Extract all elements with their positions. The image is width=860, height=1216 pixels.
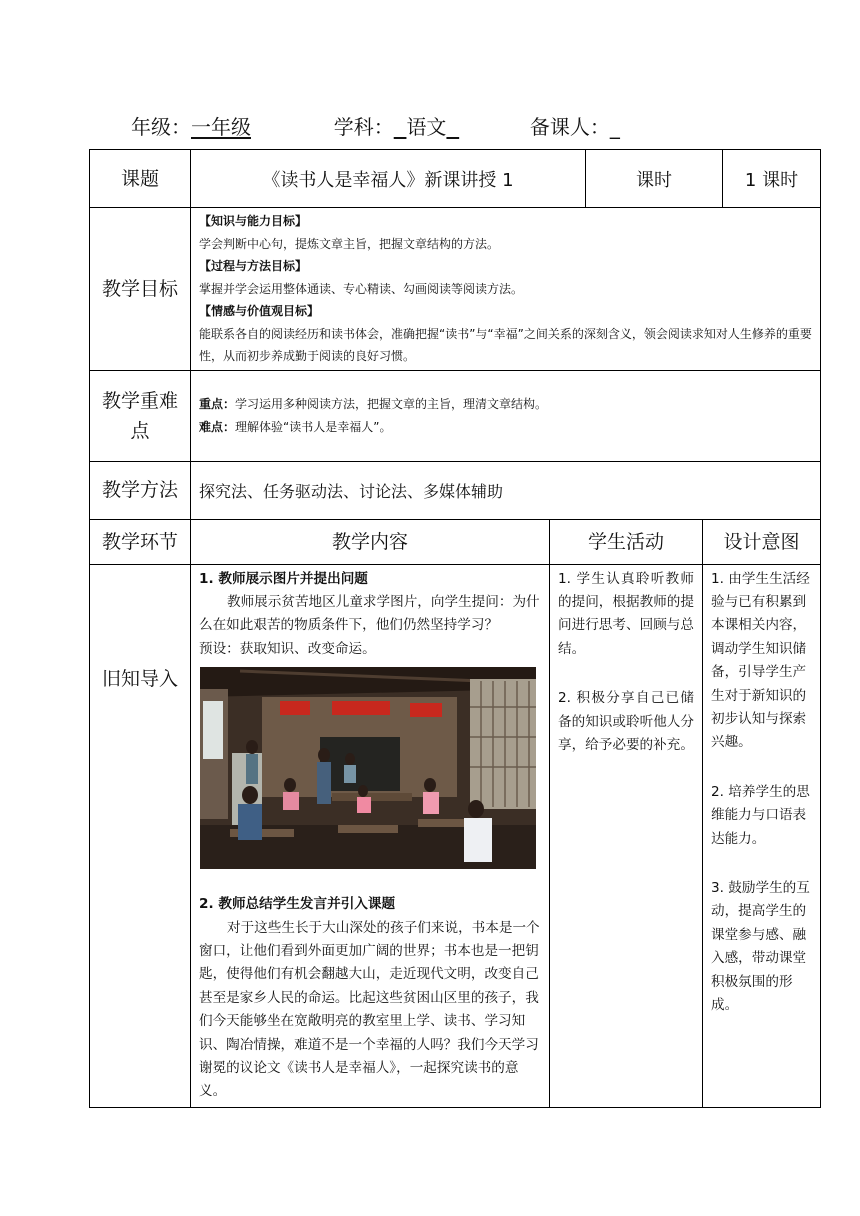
period-value: 1 课时 — [723, 150, 821, 208]
key-points-label: 教学重难点 — [90, 370, 191, 461]
intro-step1-preset: 预设：获取知识、改变命运。 — [199, 640, 376, 657]
goal-heading-knowledge: 【知识与能力目标】 — [199, 214, 308, 228]
intro-activity — [550, 564, 703, 1107]
col-header-intent: 设计意图 — [703, 519, 821, 564]
grade-label: 年级： — [131, 115, 191, 139]
intent-item-2: 2. 培养学生的思维能力与口语表达能力。 — [711, 783, 810, 847]
key-label: 重点： — [199, 397, 236, 411]
grade-value: 一年级 — [191, 115, 251, 139]
photo-sign-center — [332, 701, 390, 715]
photo-sign-left — [280, 701, 310, 715]
intro-step2-summary: 对于这些生长于大山深处的孩子们来说，书本是一个窗口，让他们看到外面更加广阔的世界；书本也是一把钥匙，使得他们有机会翻越大山，走近现代文明，改变自己甚至是家乡人民的命运。比起这些贫困山区里的孩子，我们今天能够坐在宽敞明亮的教室里上学、读书、学习知识、陶冶情操，难道不是一个幸福的人吗？我们今天学习谢冕的议论文《读书人是幸福人》，一起探究读书的意义。 — [199, 919, 540, 1100]
row-intro — [90, 564, 821, 1107]
key-points-content — [191, 370, 821, 461]
difficulty-label: 难点： — [199, 419, 236, 434]
intro-step1-title: 1. 教师展示图片并提出问题 — [199, 570, 368, 587]
row-column-headers — [90, 519, 821, 564]
intro-label: 旧知导入 — [90, 564, 191, 1107]
lesson-header — [131, 113, 620, 141]
activity-item-2: 2. 积极分享自己已储备的知识或聆听他人分享，给予必要的补充。 — [558, 690, 694, 753]
goal-text-knowledge: 学会判断中心句，提炼文章主旨，把握文章结构的方法。 — [199, 236, 500, 251]
goal-heading-process: 【过程与方法目标】 — [199, 259, 308, 273]
intro-step2-title: 2. 教师总结学生发言并引入课题 — [199, 896, 396, 913]
method-label: 教学方法 — [90, 461, 191, 519]
row-key-points — [90, 370, 821, 461]
preparer-label: 备课人： — [529, 115, 610, 139]
period-label: 课时 — [586, 150, 723, 208]
goals-label: 教学目标 — [90, 208, 191, 371]
difficulty-text: 理解体验“读书人是幸福人”。 — [235, 419, 392, 434]
classroom-photo — [200, 667, 536, 869]
row-goals — [90, 208, 821, 371]
key-text: 学习运用多种阅读方法，把握文章的主旨，理清文章结构。 — [235, 397, 548, 411]
method-text: 探究法、任务驱动法、讨论法、多媒体辅助 — [191, 461, 821, 519]
intent-item-1: 1. 由学生生活经验与已有积累到本课相关内容，调动学生知识储备，引导学生产生对于新知识的初步认知与探索兴趣。 — [711, 570, 810, 751]
lesson-plan-table — [89, 149, 821, 1108]
topic-label: 课题 — [90, 150, 191, 208]
col-header-activity: 学生活动 — [550, 519, 703, 564]
intent-item-3: 3. 鼓励学生的互动，提高学生的课堂参与感、融入感，带动课堂积极氛围的形成。 — [711, 879, 810, 1013]
subject-value: 语文 — [406, 115, 447, 139]
goal-text-process: 掌握并学会运用整体通读、专心精读、勾画阅读等阅读方法。 — [199, 281, 524, 296]
col-header-stage: 教学环节 — [90, 519, 191, 564]
photo-sign-right — [410, 703, 442, 717]
row-method — [90, 461, 821, 519]
intro-content — [191, 564, 550, 1107]
photo-red-signs — [280, 701, 442, 717]
goal-text-emotion: 能联系各自的阅读经历和读书体会，准确把握“读书”与“幸福”之间关系的深刻含义，领会阅读求知对人生修养的重要性，从而初步养成勤于阅读的良好习惯。 — [199, 326, 812, 363]
activity-item-1: 1. 学生认真聆听教师的提问，根据教师的提问进行思考、回顾与总结。 — [558, 570, 694, 657]
goal-heading-emotion: 【情感与价值观目标】 — [199, 304, 320, 318]
goals-content — [191, 208, 821, 371]
intro-step1-question: 教师展示贫苦地区儿童求学图片，向学生提问：为什么在如此艰苦的物质条件下，他们仍然坚持学习？ — [199, 593, 540, 634]
intro-intent — [703, 564, 821, 1107]
row-topic — [90, 150, 821, 208]
col-header-content: 教学内容 — [191, 519, 550, 564]
topic-title: 《读书人是幸福人》新课讲授 1 — [191, 150, 586, 208]
subject-label: 学科： — [333, 115, 394, 139]
preparer-value: _ — [609, 115, 620, 139]
